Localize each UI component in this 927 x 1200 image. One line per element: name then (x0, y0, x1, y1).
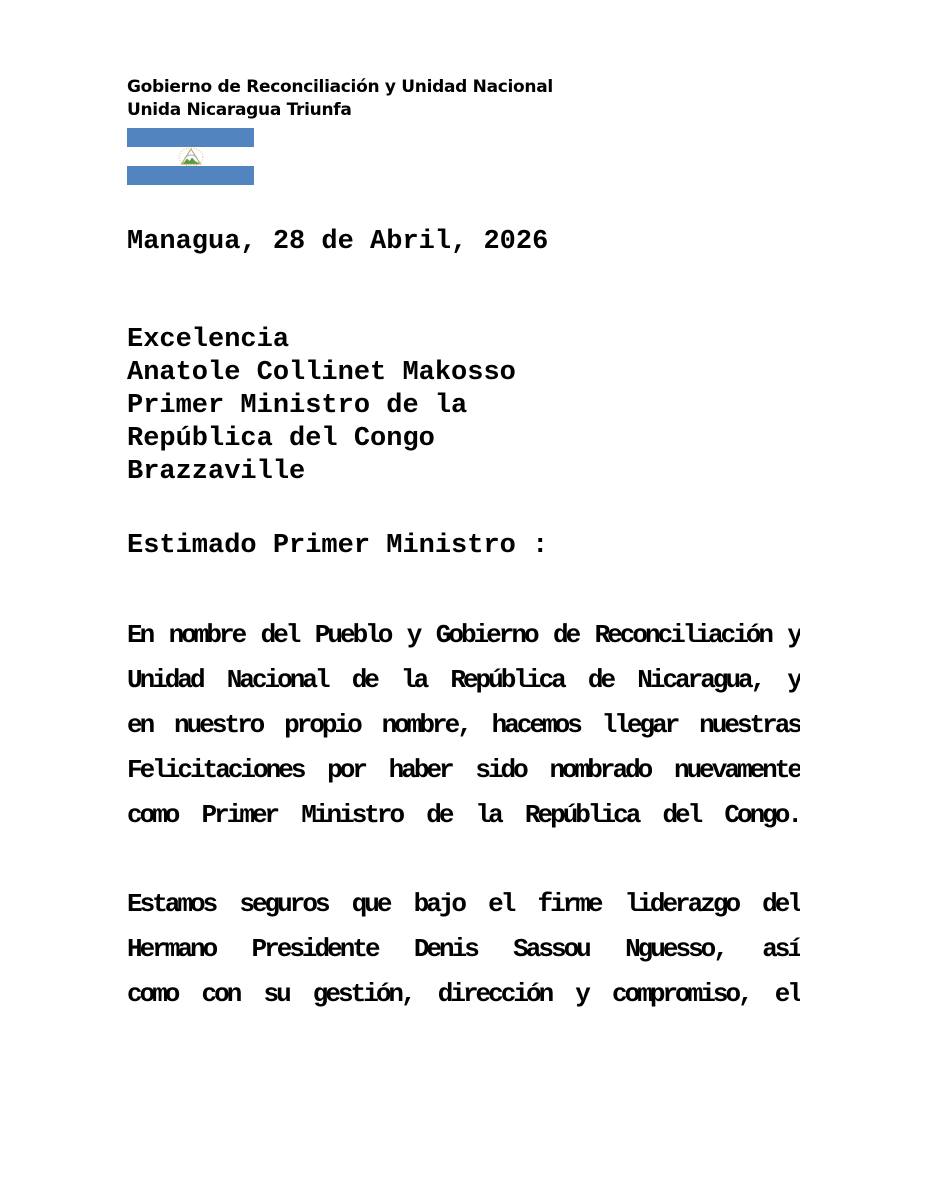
recipient-block (127, 324, 516, 489)
body-line: en nuestro propio nombre, hacemos llegar nuestras (127, 710, 800, 740)
recipient-honorific: Excelencia (127, 325, 290, 355)
flag-stripe-bottom (127, 166, 254, 185)
body-line: Unidad Nacional de la República de Nicaragua, y (127, 665, 800, 695)
flag-stripe-middle (127, 147, 254, 166)
nicaragua-flag (127, 128, 254, 185)
flag-stripe-top (127, 128, 254, 147)
body-paragraph-1 (127, 613, 800, 838)
body-line: Hermano Presidente Denis Sassou Nguesso, así (127, 934, 800, 964)
letterhead-line-1: Gobierno de Reconciliación y Unidad Nacional (127, 77, 553, 97)
recipient-name: Anatole Collinet Makosso (127, 358, 516, 388)
body-line: Estamos seguros que bajo el firme liderazgo del (127, 889, 800, 919)
body-line: como con su gestión, dirección y compromiso, el (127, 979, 800, 1009)
date-line: Managua, 28 de Abril, 2026 (127, 227, 549, 257)
coat-of-arms-icon (178, 147, 204, 167)
recipient-title-line-1: Primer Ministro de la (127, 391, 468, 421)
letterhead (127, 76, 553, 122)
recipient-title-line-2: República del Congo (127, 424, 435, 454)
salutation: Estimado Primer Ministro : (127, 531, 549, 561)
body-paragraph-2 (127, 882, 800, 1017)
body-line: Felicitaciones por haber sido nombrado nuevamente (127, 755, 800, 785)
body-line: como Primer Ministro de la República del Congo. (127, 800, 800, 830)
recipient-city: Brazzaville (127, 457, 306, 487)
body-line: En nombre del Pueblo y Gobierno de Reconciliación y (127, 620, 800, 650)
letterhead-line-2: Unida Nicaragua Triunfa (127, 100, 352, 120)
